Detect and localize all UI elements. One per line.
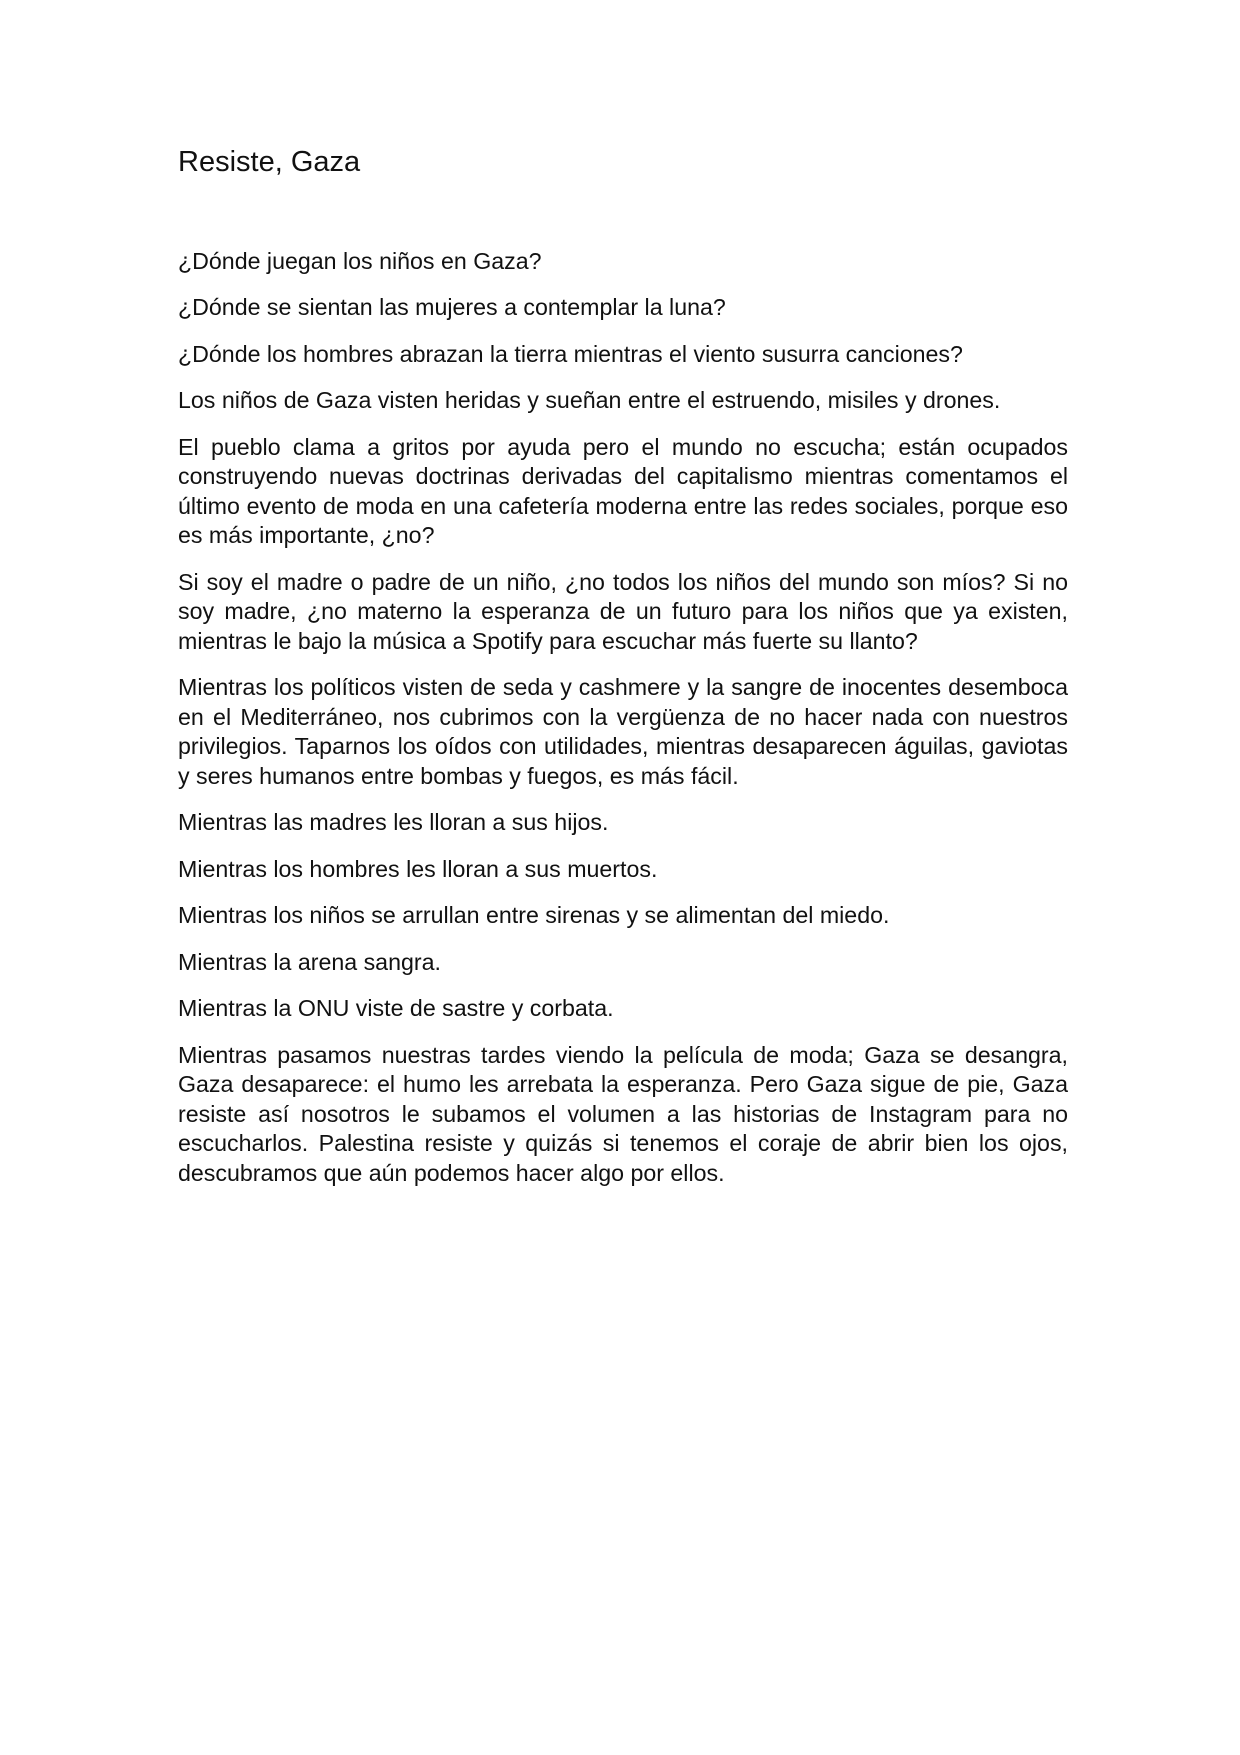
paragraph-10: Mientras los niños se arrullan entre sirenas y se alimentan del miedo. <box>178 902 890 929</box>
paragraph-11: Mientras la arena sangra. <box>178 948 441 975</box>
paragraph-9: Mientras los hombres les lloran a sus muertos. <box>178 855 658 882</box>
paragraph-4: Los niños de Gaza visten heridas y sueñan entre el estruendo, misiles y drones. <box>178 387 1001 414</box>
paragraph-5: El pueblo clama a gritos por ayuda pero el mundo no escucha; están ocupados construyendo nuevas doctrinas derivadas del capitalismo mientras comentamos el último evento de moda en una cafetería moderna entre las redes sociales, porque eso es más importante, ¿no? <box>178 433 1068 549</box>
paragraph-13: Mientras pasamos nuestras tardes viendo la película de moda; Gaza se desangra, Gaza desaparece: el humo les arrebata la esperanza. Pero Gaza sigue de pie, Gaza resiste así nosotros le subamos el volumen a las historias de Instagram para no escucharlos. Palestina resiste y quizás si tenemos el coraje de abrir bien los ojos, descubramos que aún podemos hacer algo por ellos. <box>178 1041 1068 1186</box>
paragraph-2: ¿Dónde se sientan las mujeres a contemplar la luna? <box>178 294 726 321</box>
paragraph-3: ¿Dónde los hombres abrazan la tierra mientras el viento susurra canciones? <box>178 340 963 367</box>
document-title: Resiste, Gaza <box>178 146 361 178</box>
paragraph-7: Mientras los políticos visten de seda y cashmere y la sangre de inocentes desemboca en el Mediterráneo, nos cubrimos con la vergüenza de no hacer nada con nuestros privilegios. Taparnos los oídos con utilidades, mientras desaparecen águilas, gaviotas y seres humanos entre bombas y fuegos, es más fácil. <box>178 674 1068 789</box>
paragraph-1: ¿Dónde juegan los niños en Gaza? <box>178 247 542 274</box>
document-body <box>178 145 1068 1205</box>
paragraph-6: Si soy el madre o padre de un niño, ¿no todos los niños del mundo son míos? Si no soy madre, ¿no materno la esperanza de un futuro para los niños que ya existen, mientras le bajo la música a Spotify para escuchar más fuerte su llanto? <box>178 568 1068 654</box>
paragraph-8: Mientras las madres les lloran a sus hijos. <box>178 809 609 836</box>
paragraph-12: Mientras la ONU viste de sastre y corbata. <box>178 995 614 1022</box>
